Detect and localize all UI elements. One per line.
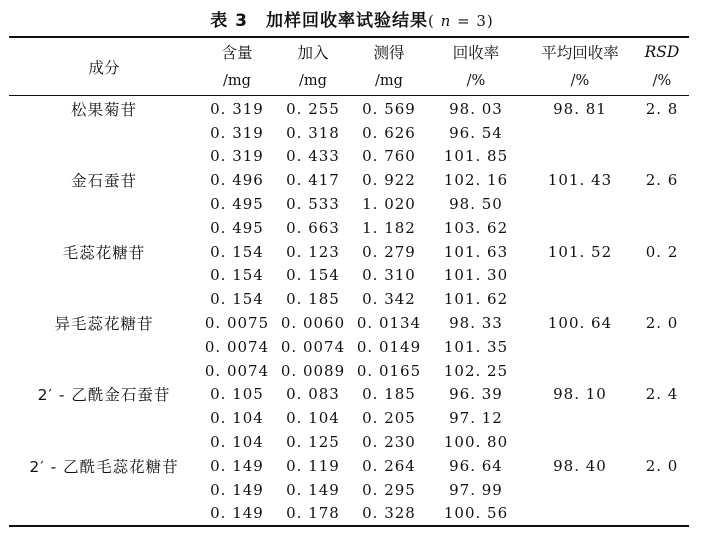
cell-added: 0. 255 (286, 99, 340, 118)
cell-component (9, 216, 199, 240)
cell-found: 0. 264 (362, 456, 416, 475)
cell-recovery: 96. 64 (449, 456, 503, 475)
cell-added: 0. 104 (286, 409, 340, 428)
cell-content: 0. 495 (210, 195, 264, 214)
cell-found: 0. 0149 (356, 337, 422, 356)
cell-recovery: 101. 35 (443, 337, 509, 356)
cell-rsd (635, 359, 689, 383)
cell-found: 0. 328 (362, 504, 416, 523)
cell-component (9, 406, 199, 430)
unit-added: /mg (299, 72, 327, 89)
cell-mean-recovery (525, 335, 635, 359)
cell-rsd (635, 264, 689, 288)
cell-mean-recovery (525, 145, 635, 169)
unit-found: /mg (375, 72, 403, 89)
cell-mean-recovery: 100. 64 (547, 314, 613, 333)
cell-component: 金石蚕苷 (70, 172, 137, 191)
cell-added: 0. 0074 (280, 337, 346, 356)
header-found: 测得 (373, 44, 405, 63)
table-caption (0, 6, 704, 31)
cell-mean-recovery: 98. 81 (553, 99, 607, 118)
cell-content: 0. 496 (210, 171, 264, 190)
cell-recovery: 101. 85 (443, 147, 509, 166)
cell-recovery: 101. 62 (443, 290, 509, 309)
table-row (9, 454, 689, 478)
unit-mean-recovery: /% (570, 72, 590, 89)
cell-component (9, 264, 199, 288)
cell-recovery: 102. 16 (443, 171, 509, 190)
table-body (9, 95, 689, 525)
cell-recovery: 100. 56 (443, 504, 509, 523)
table-row (9, 240, 689, 264)
cell-found: 0. 310 (362, 266, 416, 285)
table-row (9, 335, 689, 359)
cell-found: 0. 922 (362, 171, 416, 190)
cell-mean-recovery (525, 121, 635, 145)
cell-mean-recovery (525, 406, 635, 430)
cell-recovery: 100. 80 (443, 433, 509, 452)
cell-component (9, 359, 199, 383)
header-content: 含量 (221, 44, 253, 63)
table-row (9, 192, 689, 216)
cell-rsd: 0. 2 (645, 242, 679, 261)
cell-component (9, 478, 199, 502)
header-rsd: RSD (644, 43, 680, 62)
cell-recovery: 98. 50 (449, 195, 503, 214)
cell-component: 2′ - 乙酰毛蕊花糖苷 (29, 457, 179, 476)
cell-found: 0. 569 (362, 99, 416, 118)
header-mean-recovery: 平均回收率 (541, 44, 619, 63)
cell-content: 0. 495 (210, 218, 264, 237)
cell-added: 0. 433 (286, 147, 340, 166)
cell-component: 2′ - 乙酰金石蚕苷 (37, 386, 171, 405)
table-row (9, 168, 689, 192)
cell-rsd: 2. 8 (645, 99, 679, 118)
cell-recovery: 98. 03 (449, 99, 503, 118)
cell-component (9, 430, 199, 454)
cell-found: 0. 0134 (356, 314, 422, 333)
cell-found: 0. 185 (362, 385, 416, 404)
cell-mean-recovery (525, 478, 635, 502)
cell-mean-recovery: 101. 43 (547, 171, 613, 190)
caption-title: 表 3 加样回收率试验结果 (210, 11, 428, 31)
cell-added: 0. 0060 (280, 314, 346, 333)
cell-rsd (635, 145, 689, 169)
cell-component (9, 502, 199, 526)
cell-added: 0. 178 (286, 504, 340, 523)
cell-rsd: 2. 0 (645, 314, 679, 333)
cell-content: 0. 0074 (204, 337, 270, 356)
table-row (9, 216, 689, 240)
header-added: 加入 (297, 44, 329, 63)
cell-found: 0. 342 (362, 290, 416, 309)
cell-added: 0. 0089 (280, 361, 346, 380)
cell-mean-recovery (525, 287, 635, 311)
cell-rsd (635, 335, 689, 359)
cell-rsd (635, 192, 689, 216)
cell-content: 0. 0075 (204, 314, 270, 333)
cell-recovery: 98. 33 (449, 314, 503, 333)
table-row (9, 502, 689, 526)
cell-rsd (635, 502, 689, 526)
cell-added: 0. 119 (286, 456, 340, 475)
cell-mean-recovery (525, 502, 635, 526)
header-recovery: 回收率 (452, 44, 500, 63)
cell-content: 0. 149 (210, 504, 264, 523)
table-row (9, 145, 689, 169)
unit-rsd: /% (652, 72, 672, 89)
cell-content: 0. 319 (210, 147, 264, 166)
cell-mean-recovery (525, 216, 635, 240)
header-component: 成分 (88, 58, 120, 77)
table-row (9, 478, 689, 502)
cell-rsd (635, 287, 689, 311)
table-row (9, 121, 689, 145)
cell-recovery: 96. 54 (449, 123, 503, 142)
cell-mean-recovery: 98. 10 (553, 385, 607, 404)
cell-content: 0. 105 (210, 385, 264, 404)
cell-content: 0. 154 (210, 290, 264, 309)
cell-found: 0. 230 (362, 433, 416, 452)
cell-rsd: 2. 6 (645, 171, 679, 190)
table-row (9, 95, 689, 121)
cell-added: 0. 149 (286, 480, 340, 499)
unit-recovery: /% (466, 72, 486, 89)
cell-content: 0. 149 (210, 480, 264, 499)
table-row (9, 287, 689, 311)
cell-found: 0. 295 (362, 480, 416, 499)
recovery-table (9, 38, 689, 525)
cell-found: 0. 760 (362, 147, 416, 166)
table-row (9, 430, 689, 454)
unit-content: /mg (223, 72, 251, 89)
cell-found: 0. 279 (362, 242, 416, 261)
cell-component: 毛蕊花糖苷 (62, 243, 146, 262)
caption-n: ( n = 3) (427, 12, 494, 30)
cell-content: 0. 104 (210, 433, 264, 452)
cell-recovery: 97. 99 (449, 480, 503, 499)
cell-added: 0. 154 (286, 266, 340, 285)
cell-rsd (635, 216, 689, 240)
table-row (9, 359, 689, 383)
cell-mean-recovery (525, 192, 635, 216)
cell-rsd: 2. 0 (645, 456, 679, 475)
cell-rsd (635, 478, 689, 502)
cell-added: 0. 663 (286, 218, 340, 237)
cell-content: 0. 0074 (204, 361, 270, 380)
cell-content: 0. 149 (210, 456, 264, 475)
cell-recovery: 96. 39 (449, 385, 503, 404)
cell-found: 0. 626 (362, 123, 416, 142)
cell-rsd (635, 406, 689, 430)
cell-added: 0. 533 (286, 195, 340, 214)
cell-rsd: 2. 4 (645, 385, 679, 404)
table-row (9, 406, 689, 430)
cell-added: 0. 185 (286, 290, 340, 309)
cell-component (9, 121, 199, 145)
cell-rsd (635, 121, 689, 145)
cell-recovery: 101. 30 (443, 266, 509, 285)
cell-found: 0. 0165 (356, 361, 422, 380)
cell-rsd (635, 430, 689, 454)
cell-found: 1. 020 (362, 195, 416, 214)
cell-found: 1. 182 (362, 218, 416, 237)
cell-found: 0. 205 (362, 409, 416, 428)
cell-component (9, 192, 199, 216)
header-row-names (9, 38, 689, 67)
cell-recovery: 102. 25 (443, 361, 509, 380)
cell-mean-recovery (525, 359, 635, 383)
cell-component (9, 287, 199, 311)
cell-content: 0. 104 (210, 409, 264, 428)
cell-recovery: 103. 62 (443, 218, 509, 237)
cell-recovery: 97. 12 (449, 409, 503, 428)
cell-mean-recovery (525, 264, 635, 288)
cell-component: 异毛蕊花糖苷 (54, 315, 154, 334)
cell-component (9, 145, 199, 169)
cell-added: 0. 083 (286, 385, 340, 404)
cell-added: 0. 318 (286, 123, 340, 142)
cell-content: 0. 154 (210, 242, 264, 261)
cell-mean-recovery (525, 430, 635, 454)
cell-added: 0. 123 (286, 242, 340, 261)
cell-added: 0. 417 (286, 171, 340, 190)
table-row (9, 383, 689, 407)
cell-content: 0. 319 (210, 99, 264, 118)
cell-content: 0. 319 (210, 123, 264, 142)
cell-added: 0. 125 (286, 433, 340, 452)
table-row (9, 264, 689, 288)
cell-mean-recovery: 101. 52 (547, 242, 613, 261)
cell-component (9, 335, 199, 359)
table-row (9, 311, 689, 335)
cell-mean-recovery: 98. 40 (553, 456, 607, 475)
cell-recovery: 101. 63 (443, 242, 509, 261)
cell-component: 松果菊苷 (70, 100, 137, 119)
cell-content: 0. 154 (210, 266, 264, 285)
